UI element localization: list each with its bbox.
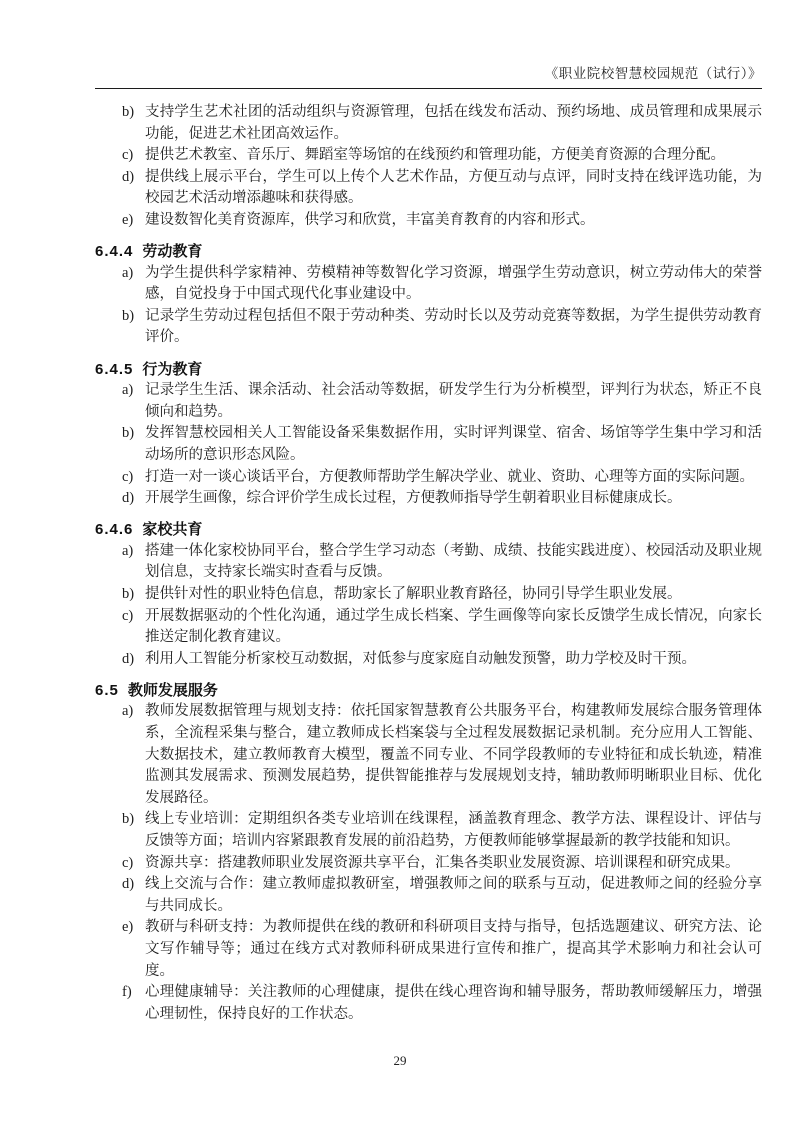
list-item bbox=[95, 423, 762, 466]
item-text: 记录学生生活、课余活动、社会活动等数据，研发学生行为分析模型，评判行为状态，矫正不良倾向和趋势。 bbox=[145, 382, 762, 420]
item-text: 发挥智慧校园相关人工智能设备采集数据作用，实时评判课堂、宿舍、场馆等学生集中学习和活动场所的意识形态风险。 bbox=[145, 425, 762, 463]
item-marker: e) bbox=[122, 211, 134, 228]
item-text: 心理健康辅导：关注教师的心理健康，提供在线心理咨询和辅导服务，帮助教师缓解压力，增强心理韧性，保持良好的工作状态。 bbox=[145, 984, 762, 1022]
list-item bbox=[95, 584, 762, 606]
running-header bbox=[95, 62, 762, 89]
item-marker: d) bbox=[122, 650, 135, 667]
item-marker: a) bbox=[122, 264, 134, 281]
section-heading bbox=[95, 519, 762, 541]
section-heading bbox=[95, 680, 762, 702]
item-text: 搭建一体化家校协同平台，整合学生学习动态（考勤、成绩、技能实践进度）、校园活动及职业规划信息，支持家长端实时查看与反馈。 bbox=[145, 542, 762, 581]
list-item bbox=[95, 380, 762, 423]
list-item bbox=[95, 917, 762, 982]
list-item bbox=[95, 701, 762, 809]
item-text: 为学生提供科学家精神、劳模精神等数智化学习资源，增强学生劳动意识，树立劳动伟大的荣誉感，自觉投身于中国式现代化事业建设中。 bbox=[145, 264, 762, 303]
item-text: 提供线上展示平台，学生可以上传个人艺术作品，方便互动与点评，同时支持在线评选功能，为校园艺术活动增添趣味和获得感。 bbox=[145, 168, 762, 207]
item-marker: a) bbox=[122, 382, 134, 399]
item-marker: b) bbox=[122, 307, 135, 324]
list-item bbox=[95, 167, 762, 210]
page-body bbox=[95, 102, 762, 1025]
section-title: 行为教育 bbox=[142, 360, 203, 378]
item-marker: c) bbox=[122, 147, 134, 164]
item-text: 提供艺术教室、音乐厅、舞蹈室等场馆的在线预约和管理功能，方便美育资源的合理分配。 bbox=[145, 147, 725, 164]
item-marker: a) bbox=[122, 542, 134, 559]
section-heading bbox=[95, 241, 762, 263]
item-text: 资源共享：搭建教师职业发展资源共享平台，汇集各类职业发展资源、培训课程和研究成果。 bbox=[145, 854, 740, 871]
item-text: 开展学生画像，综合评价学生成长过程，方便教师指导学生朝着职业目标健康成长。 bbox=[145, 490, 682, 507]
item-text: 建设数智化美育资源库，供学习和欣赏，丰富美育教育的内容和形式。 bbox=[145, 211, 595, 228]
section-number: 6.4.6 bbox=[95, 521, 134, 539]
list-item bbox=[95, 306, 762, 349]
item-marker: d) bbox=[122, 490, 135, 507]
document-title: 《职业院校智慧校园规范（试行）》 bbox=[544, 66, 762, 81]
list-item bbox=[95, 467, 762, 489]
section-title: 教师发展服务 bbox=[127, 681, 218, 699]
item-text: 记录学生劳动过程包括但不限于劳动种类、劳动时长以及劳动竞赛等数据，为学生提供劳动教育评价。 bbox=[145, 307, 762, 346]
item-text: 支持学生艺术社团的活动组织与资源管理，包括在线发布活动、预约场地、成员管理和成果展示功能，促进艺术社团高效运作。 bbox=[145, 104, 762, 142]
list-item bbox=[95, 649, 762, 671]
section-number: 6.4.5 bbox=[95, 360, 134, 378]
item-marker: d) bbox=[122, 876, 135, 893]
section-number: 6.5 bbox=[95, 681, 119, 699]
section-title: 家校共育 bbox=[142, 521, 203, 539]
item-marker: c) bbox=[122, 468, 134, 485]
list-item bbox=[95, 145, 762, 167]
item-text: 教研与科研支持：为教师提供在线的教研和科研项目支持与指导，包括选题建议、研究方法、论文写作辅导等；通过在线方式对教师科研成果进行宣传和推广，提高其学术影响力和社会认可度。 bbox=[145, 919, 762, 979]
list-item bbox=[95, 488, 762, 510]
list-item bbox=[95, 874, 762, 917]
item-marker: c) bbox=[122, 607, 134, 624]
item-text: 打造一对一谈心谈话平台，方便教师帮助学生解决学业、就业、资助、心理等方面的实际问题。 bbox=[145, 468, 754, 485]
list-item bbox=[95, 541, 762, 584]
item-text: 开展数据驱动的个性化沟通，通过学生成长档案、学生画像等向家长反馈学生成长情况，向家长推送定制化教育建议。 bbox=[145, 607, 762, 646]
section-title: 劳动教育 bbox=[142, 243, 203, 261]
item-text: 提供针对性的职业特色信息，帮助家长了解职业教育路径，协同引导学生职业发展。 bbox=[145, 585, 682, 602]
item-marker: c) bbox=[122, 854, 134, 871]
list-item bbox=[95, 606, 762, 649]
section-number: 6.4.4 bbox=[95, 243, 134, 261]
item-marker: b) bbox=[122, 811, 135, 828]
item-text: 线上专业培训：定期组织各类专业培训在线课程，涵盖教育理念、教学方法、课程设计、评估与反馈等方面；培训内容紧跟教育发展的前沿趋势，方便教师能够掌握最新的教学技能和知识。 bbox=[145, 811, 762, 849]
item-marker: f) bbox=[122, 984, 132, 1001]
item-text: 线上交流与合作：建立教师虚拟教研室，增强教师之间的联系与互动，促进教师之间的经验分享与共同成长。 bbox=[145, 876, 762, 914]
item-marker: b) bbox=[122, 585, 135, 602]
item-text: 教师发展数据管理与规划支持：依托国家智慧教育公共服务平台，构建教师发展综合服务管理体系，全流程采集与整合，建立教师成长档案袋与全过程发展数据记录机制。充分应用人工智能、大数据技术，建立教师教育大模型，覆盖不同专业、不同学段教师的专业特征和成长轨迹，精准监测其发展需求、预测发展趋势，提供智能推荐与发展规划支持，辅助教师明晰职业目标、优化发展路径。 bbox=[145, 703, 762, 806]
list-item bbox=[95, 263, 762, 306]
page-number: 29 bbox=[393, 1053, 407, 1068]
item-marker: e) bbox=[122, 919, 134, 936]
item-marker: b) bbox=[122, 425, 135, 442]
list-item bbox=[95, 982, 762, 1025]
list-item bbox=[95, 853, 762, 875]
list-item bbox=[95, 102, 762, 145]
item-marker: a) bbox=[122, 703, 134, 720]
section-heading bbox=[95, 359, 762, 381]
list-item bbox=[95, 210, 762, 232]
item-marker: b) bbox=[122, 104, 135, 120]
item-text: 利用人工智能分析家校互动数据，对低参与度家庭自动触发预警，助力学校及时干预。 bbox=[145, 650, 696, 667]
list-item bbox=[95, 809, 762, 852]
item-marker: d) bbox=[122, 168, 135, 185]
